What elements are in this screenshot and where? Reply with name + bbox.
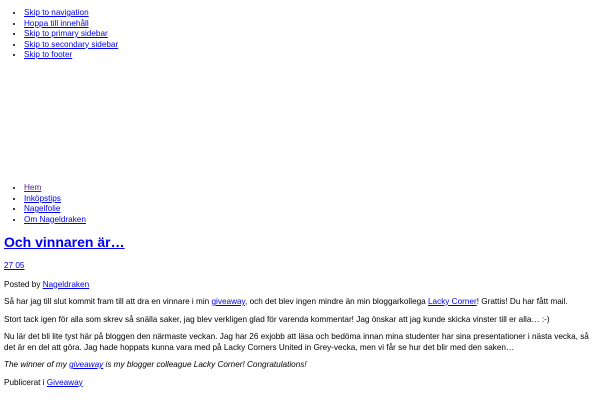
nav-item xyxy=(24,194,86,205)
post-paragraph-english xyxy=(4,360,592,371)
category-link-giveaway[interactable]: Giveaway xyxy=(46,377,83,387)
posted-by-label: Posted by xyxy=(4,279,41,289)
skip-to-footer-link[interactable]: Skip to footer xyxy=(24,50,73,59)
main-navigation xyxy=(0,183,86,225)
nav-link-nagelfolie[interactable]: Nagelfolie xyxy=(24,204,61,213)
published-in-label: Publicerat i xyxy=(4,377,45,387)
skip-to-content-link[interactable]: Hoppa till innehåll xyxy=(24,18,89,28)
paragraph-text: The winner of my xyxy=(4,360,70,369)
skip-link-item xyxy=(24,40,118,51)
skip-link-item xyxy=(24,50,118,61)
author-link[interactable]: Nageldraken xyxy=(42,279,90,289)
blog-post xyxy=(4,233,592,388)
post-title-link[interactable]: Och vinnaren är… xyxy=(4,234,125,250)
nav-item xyxy=(24,183,86,194)
post-date-link[interactable]: 27 05 xyxy=(4,261,25,270)
skip-to-secondary-sidebar-link[interactable]: Skip to secondary sidebar xyxy=(24,39,119,49)
nav-link-inkopstips[interactable]: Inköpstips xyxy=(24,193,61,203)
skip-links xyxy=(0,8,118,61)
skip-to-navigation-link[interactable]: Skip to navigation xyxy=(24,8,89,17)
nav-item xyxy=(24,204,86,215)
paragraph-text: is my blogger colleague Lacky Corner! Congratulations! xyxy=(103,360,307,369)
paragraph-text: Så har jag till slut kommit fram till att dra en vinnare i min xyxy=(4,297,212,306)
giveaway-link-english[interactable]: giveaway xyxy=(69,360,104,369)
giveaway-link[interactable]: giveaway xyxy=(211,297,246,306)
skip-link-item xyxy=(24,8,118,19)
paragraph-text: , och det blev ingen mindre än min bloggarkollega xyxy=(245,297,428,306)
english-text xyxy=(4,360,307,369)
post-paragraph xyxy=(4,297,592,308)
lacky-corner-link[interactable]: Lacky Corner xyxy=(428,297,477,306)
skip-link-item xyxy=(24,19,118,30)
post-title xyxy=(4,233,592,251)
paragraph-text: ! Grattis! Du har fått mail. xyxy=(476,297,568,306)
skip-to-primary-sidebar-link[interactable]: Skip to primary sidebar xyxy=(24,29,108,38)
nav-link-hem[interactable]: Hem xyxy=(24,183,42,192)
nav-item xyxy=(24,215,86,226)
post-paragraph: Stort tack igen för alla som skrev så snälla saker, jag blev verkligen glad för varenda kommentar! Jag önskar att jag kunde skicka vinster till er alla… :-) xyxy=(4,314,550,324)
post-paragraph: Nu lär det bli lite tyst här på bloggen den närmaste veckan. Jag har 26 exjobb att läsa och bedöma innan mina studenter har sina presentationer i nästa vecka, så det är en del att göra. Jag hade hoppats kunna vara med på Lacky Corners United in Grey-vecka, men vi får se hur det blir med den saken… xyxy=(4,332,589,352)
nav-link-om-nageldraken[interactable]: Om Nageldraken xyxy=(24,214,86,224)
post-categories xyxy=(4,378,592,389)
skip-link-item xyxy=(24,29,118,40)
post-byline xyxy=(4,280,592,291)
